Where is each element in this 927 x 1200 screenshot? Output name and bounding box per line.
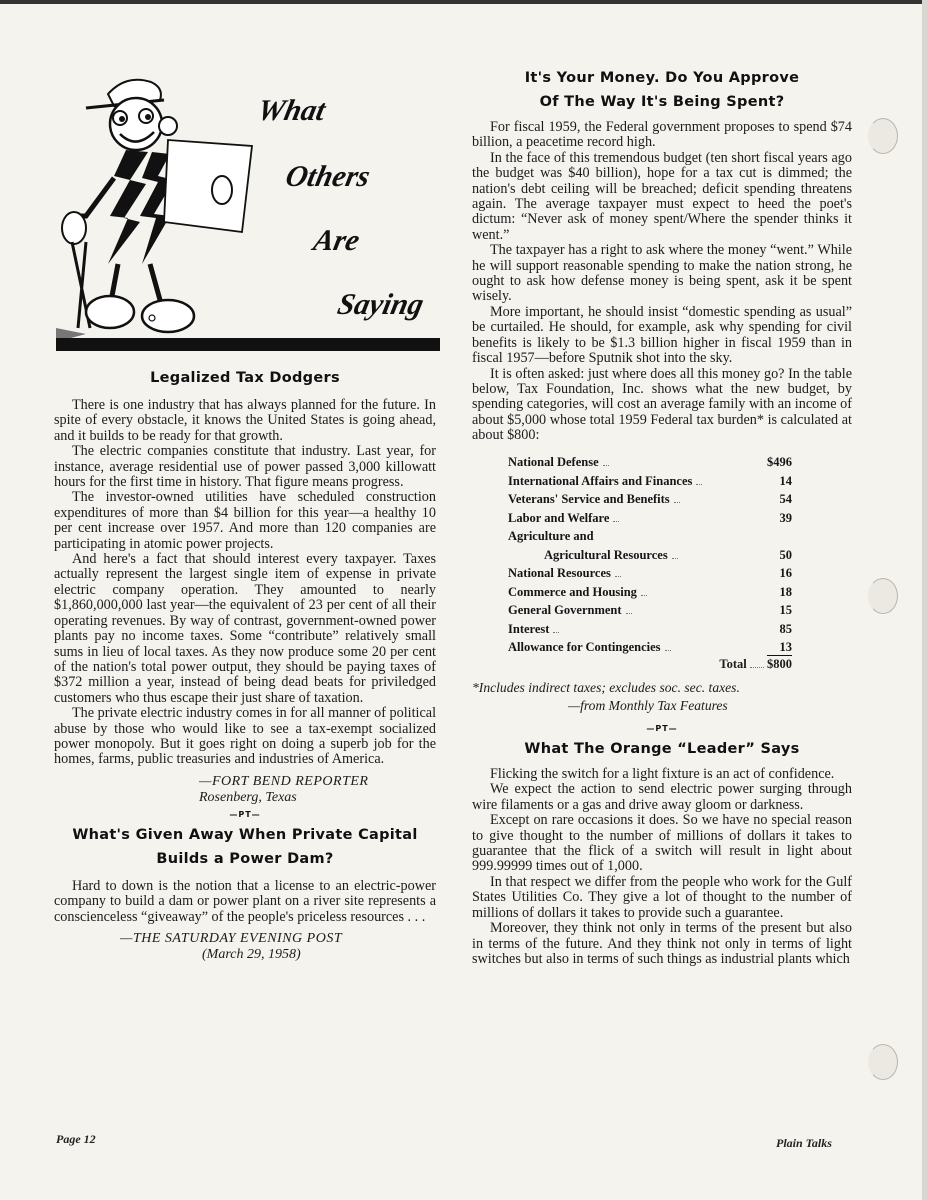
dot-leader [626, 613, 632, 614]
dot-leader [613, 521, 619, 522]
paragraph: Moreover, they think not only in terms of the present but also in terms of the future. And they think not only in terms of light switches but also in terms of such things as industrial plants which [472, 920, 852, 967]
source-location: Rosenberg, Texas [199, 789, 297, 805]
paragraph: Flicking the switch for a light fixture is an act of confidence. [490, 766, 835, 783]
budget-amount: $496 [767, 455, 792, 470]
budget-row [508, 544, 792, 563]
paragraph: In the face of this tremendous budget (ten short fiscal years ago the budget was $40 billion), hope for a tax cut is dimmed; the nation's debt ceiling will be breached; deficit spending threatens again. The average taxpayer must expect to heed the poet's dictum: “Never ask of money spent/Where the spender thinks it went.” [472, 149, 852, 243]
budget-amount: 18 [779, 584, 792, 599]
dot-leader [615, 576, 621, 577]
banner-word-4: Saying [334, 288, 427, 321]
paragraph: Hard to down is the notion that a license to an electric-power company to build a dam or power plant on a river site represents a conscienceless “giveaway” of the people's priceless resources . . . [54, 877, 436, 925]
right-column [472, 66, 852, 967]
budget-total-row [508, 657, 792, 672]
budget-amount: 85 [779, 621, 792, 636]
budget-row [508, 600, 792, 619]
budget-amount: 54 [779, 492, 792, 507]
budget-amount: 39 [779, 510, 792, 525]
table-source: —from Monthly Tax Features [568, 698, 728, 714]
source-credit: —FORT BEND REPORTER [199, 773, 369, 789]
paragraph: Except on rare occasions it does. So we have no special reason to give thought to the number of millions of dollars it takes to guarantee that the flick of a switch will result in light about 999.99999 times out of 1,000. [472, 812, 852, 875]
budget-row [508, 507, 792, 526]
budget-amount: 15 [779, 603, 792, 618]
budget-row [508, 489, 792, 508]
budget-row [508, 563, 792, 582]
banner-word-2: Others [282, 160, 373, 193]
total-label: Total [719, 657, 747, 672]
budget-amount: 50 [779, 547, 792, 562]
budget-category: Agriculture and [508, 529, 594, 544]
paragraph: It is often asked: just where does all this money go? In the table below, Tax Foundation, Inc. shows what the new budget, by spending categories, will cost an average family with an income of about $5,000 whose total 1959 Federal tax burden* is calculated at about $800: [472, 365, 852, 444]
page-edge [922, 0, 927, 1200]
source-credit: —THE SATURDAY EVENING POST [120, 930, 343, 946]
top-border [0, 0, 927, 4]
budget-amount: 16 [779, 566, 792, 581]
dot-leader [665, 650, 671, 651]
budget-category: Commerce and Housing [508, 581, 756, 600]
binder-hole [868, 1044, 898, 1080]
paragraph: The electric companies constitute that industry. Last year, for instance, average residential use of power passed 3,000 killowatt hours for the first time in history. That figure means progress. [54, 443, 436, 491]
budget-row [508, 470, 792, 489]
budget-category: Veterans' Service and Benefits [508, 489, 756, 508]
dot-leader [553, 632, 559, 633]
dot-leader [641, 595, 647, 596]
budget-amount: 13 [779, 640, 792, 655]
budget-category: International Affairs and Finances [508, 470, 756, 489]
left-column [54, 366, 436, 963]
article-title-line: Builds a Power Dam? [156, 850, 334, 867]
dot-leader [603, 465, 609, 466]
budget-row [508, 581, 792, 600]
budget-category: Interest [508, 618, 756, 637]
paragraph: The taxpayer has a right to ask where the money “went.” While he will support reasonable spending to make the nation strong, he ought to ask how defense money is being spent, ask it be spent wisely. [472, 242, 852, 305]
page-number: Page 12 [56, 1132, 96, 1146]
dot-leader [672, 558, 678, 559]
paragraph: More important, he should insist “domestic spending as usual” be curtailed. He should, for example, ask why spending for civil benefits is likely to be $1.3 billion higher in fiscal 1959 than in fiscal 1957—before Sputnik shot into the sky. [472, 303, 852, 367]
article-title-line: It's Your Money. Do You Approve [524, 70, 800, 86]
banner-word-3: Are [310, 224, 363, 257]
paragraph: We expect the action to send electric power surging through wire filaments or a gas and drive away gloom or darkness. [472, 781, 852, 813]
source-date: (March 29, 1958) [202, 946, 301, 962]
budget-row [508, 637, 792, 656]
paragraph: For fiscal 1959, the Federal government proposes to spend $74 billion, a peacetime record high. [472, 119, 852, 151]
binder-hole [868, 118, 898, 154]
budget-row [508, 452, 792, 471]
article-title: Legalized Tax Dodgers [150, 370, 340, 386]
budget-amount: 14 [779, 473, 792, 488]
mascot-illustration [56, 66, 256, 346]
table-footnote: *Includes indirect taxes; excludes soc. sec. taxes. [472, 680, 740, 696]
paragraph: And here's a fact that should interest every taxpayer. Taxes actually represent the largest single item of expense in private electric company operation. They amounted to nearly $1,860,000,000 last year—the equivalent of 23 per cent of all their operating revenues. By way of contrast, government-owned power plants pay no income taxes. Some “contribute” relatively small sums in lieu of local taxes. As they now produce some 20 per cent of the nation's total power output, they should be paying taxes of $372 million a year, instead of being dead beats for priviledged customers who thus escape their just share of taxation. [54, 551, 436, 706]
dot-leader [696, 484, 702, 485]
budget-row [508, 526, 792, 545]
budget-category: Allowance for Contingencies [508, 637, 756, 656]
banner-word-1: What [254, 94, 329, 127]
paragraph: In that respect we differ from the people who work for the Gulf States Utilities Co. They give a lot of thought to the number of millions of dollars it takes to provide such a guarantee. [472, 873, 852, 921]
paragraph: The investor-owned utilities have scheduled construction expenditures of more than $4 billion for this year—a healthy 10 per cent increase over 1957. And more than 120 companies are participating in atomic power projects. [54, 489, 436, 552]
budget-category: Agricultural Resources [508, 544, 756, 563]
article-title-line: What's Given Away When Private Capital [72, 826, 418, 843]
banner-rule [56, 338, 440, 351]
dot-leader [674, 502, 680, 503]
budget-category: Labor and Welfare [508, 507, 756, 526]
paragraph: The private electric industry comes in for all manner of political abuse by those who would like to see a tax-exempt socialized power monopoly. But it goes right on doing a superb job for the homes, farms, public treasuries and industries of America. [54, 705, 437, 768]
total-value: $800 [767, 657, 792, 672]
budget-table [508, 452, 792, 656]
article-title: What The Orange “Leader” Says [524, 741, 800, 758]
binder-hole [868, 578, 898, 614]
budget-category: National Defense [508, 452, 756, 471]
article-title-line: Of The Way It's Being Spent? [539, 94, 785, 110]
section-separator: —PT— [646, 724, 678, 734]
paragraph: There is one industry that has always planned for the future. In spite of every obstacle, it knows the United States is going ahead, and it builds to be ready for that growth. [54, 397, 436, 444]
budget-category: General Government [508, 600, 756, 619]
budget-amount [756, 526, 792, 545]
budget-row [508, 618, 792, 637]
publication-name: Plain Talks [776, 1136, 832, 1150]
section-separator: —PT— [229, 809, 261, 819]
budget-category: National Resources [508, 563, 756, 582]
